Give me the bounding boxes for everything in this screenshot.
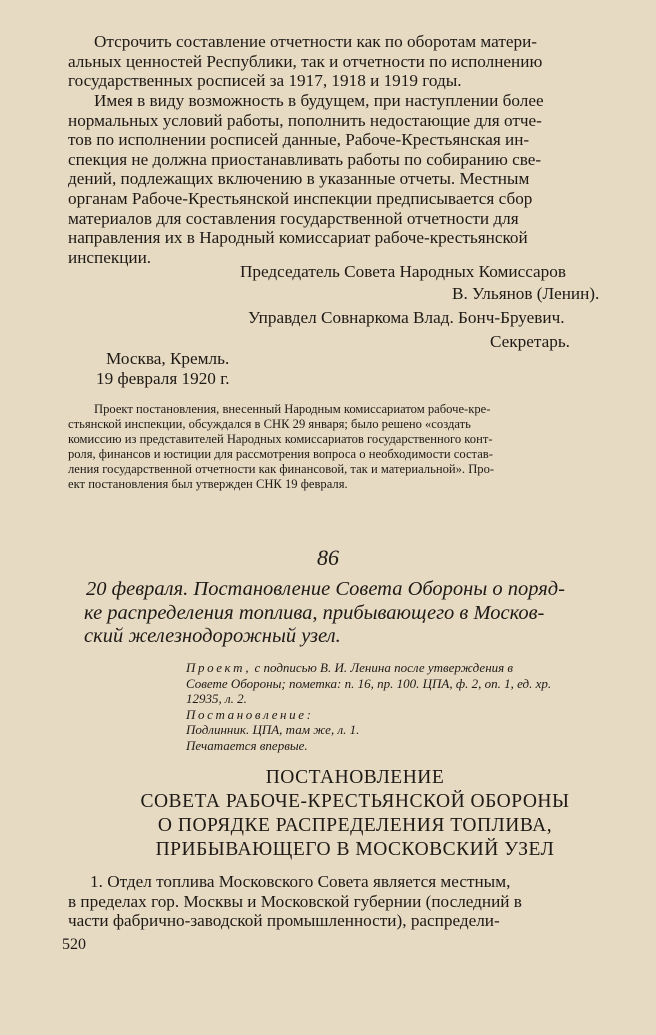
- page-number: 520: [62, 936, 86, 953]
- source-line: Совете Обороны; пометка: п. 16, пр. 100. ЦПА, ф. 2, оп. 1, ед. хр.: [186, 675, 552, 691]
- title-line: 20 февраля. Постановление Совета Обороны о поряд-: [86, 578, 565, 600]
- footnote-line: ект постановления был утвержден СНК 19 февраля.: [68, 477, 348, 491]
- source-note: [186, 660, 630, 754]
- heading-line: СОВЕТА РАБОЧЕ-КРЕСТЬЯНСКОЙ ОБОРОНЫ: [140, 791, 570, 812]
- title-line: ский железнодорожный узел.: [84, 625, 341, 647]
- text-line: материалов для составления государственной отчетности для: [68, 208, 519, 228]
- text-line: государственных росписей за 1917, 1918 и 1919 годы.: [68, 71, 462, 91]
- source-line: Подлинник. ЦПА, там же, л. 1.: [186, 722, 360, 738]
- source-label-project: Проект,: [186, 660, 252, 675]
- footnote-line: Проект постановления, внесенный Народным комиссариатом рабоче-кре-: [94, 402, 491, 416]
- text-line: в пределах гор. Москвы и Московской губернии (последний в: [68, 891, 522, 911]
- date-label: 19 февраля 1920 г.: [96, 369, 230, 388]
- heading-line: ПРИБЫВАЮЩЕГО В МОСКОВСКИЙ УЗЕЛ: [155, 839, 555, 860]
- document-title: [86, 578, 630, 649]
- paragraph-point-1: [68, 872, 630, 931]
- text-line: тов по исполнении росписей данные, Рабоче-Крестьянская ин-: [68, 130, 530, 150]
- footnote-line: комиссию из представителей Народных комиссариатов государственного конт-: [68, 432, 493, 446]
- text-line: органам Рабоче-Крестьянской инспекции предписывается сбор: [68, 188, 533, 208]
- chairman-title: Председатель Совета Народных Комиссаров: [240, 262, 566, 281]
- footnote: [68, 402, 626, 492]
- footnote-line: ления государственной отчетности как финансовой, так и материальной». Про-: [68, 462, 495, 476]
- text-line: Отсрочить составление отчетности как по оборотам матери-: [94, 32, 538, 51]
- text-line: инспекции.: [68, 247, 152, 267]
- source-label-resolution: Постановление:: [186, 706, 314, 722]
- source-line: [186, 660, 630, 676]
- text-line: нормальных условий работы, пополнить недостающие для отче-: [68, 110, 542, 130]
- chairman-name: В. Ульянов (Ленин).: [452, 284, 600, 303]
- source-line: Печатается впервые.: [186, 737, 308, 753]
- footnote-line: роля, финансов и юстиции для рассмотрения вопроса о необходимости состав-: [68, 447, 493, 461]
- text-line: альных ценностей Республики, так и отчетности по исполнению: [68, 51, 543, 71]
- heading-line: О ПОРЯДКЕ РАСПРЕДЕЛЕНИЯ ТОПЛИВА,: [157, 815, 553, 836]
- paragraph-deferral: [68, 32, 630, 91]
- source-line: 12935, л. 2.: [186, 691, 247, 707]
- text-line: 1. Отдел топлива Московского Совета является местным,: [90, 872, 511, 891]
- paragraph-inspection: [68, 91, 630, 267]
- text-line: дений, подлежащих включению в указанные отчеты. Местным: [68, 169, 530, 189]
- title-line: ке распределения топлива, прибывающего в Москов-: [84, 601, 545, 624]
- text-line: Имея в виду возможность в будущем, при наступлении более: [94, 91, 544, 110]
- text-line: части фабрично-заводской промышленности), распредели-: [68, 911, 500, 931]
- office-manager-signature: Управдел Совнаркома Влад. Бонч-Бруевич.: [248, 308, 565, 327]
- resolution-heading: [100, 766, 610, 862]
- footnote-line: стьянской инспекции, обсуждался в СНК 29 января; было решено «создать: [68, 417, 471, 431]
- heading-line: ПОСТАНОВЛЕНИЕ: [265, 767, 445, 788]
- text-line: спекция не должна приостанавливать работы по собиранию све-: [68, 149, 542, 169]
- text-line: направления их в Народный комиссариат рабоче-крестьянской: [68, 228, 528, 248]
- place-label: Москва, Кремль.: [106, 349, 230, 368]
- secretary-label: Секретарь.: [490, 332, 570, 351]
- source-text: с подписью В. И. Ленина после утверждения в: [251, 660, 514, 675]
- document-number: 86: [317, 545, 339, 570]
